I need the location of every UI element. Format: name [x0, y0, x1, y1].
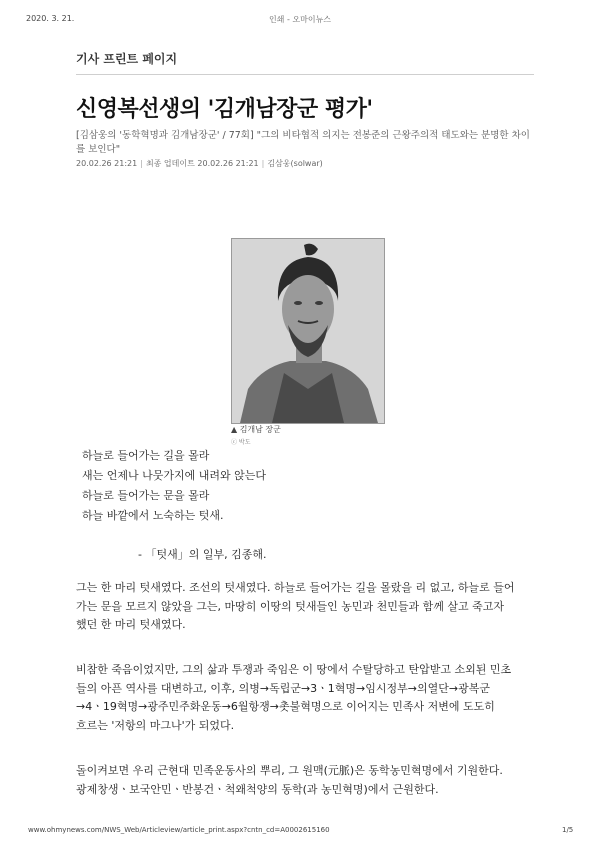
paragraph-line: 들의 아픈 역사를 대변하고, 이후, 의병→독립군→3ㆍ1혁명→임시정부→의열단→광복군 [76, 681, 490, 695]
author[interactable]: 김삼웅(solwar) [267, 159, 323, 168]
article-subtitle: [김삼웅의 '동학혁명과 김개남장군' / 77회] "그의 비타협적 의지는 전봉준의 근왕주의적 태도와는 분명한 차이를 보인다" [76, 130, 530, 155]
header-divider [76, 74, 534, 75]
article-meta [76, 158, 323, 169]
poem-line: 하늘 바깥에서 노숙하는 텃새. [82, 509, 224, 522]
paragraph-line: 돌이켜보면 우리 근현대 민족운동사의 뿌리, 그 원맥(元脈)은 동학농민혁명에서 기원한다. [76, 764, 503, 777]
body-paragraph [76, 579, 536, 635]
portrait-image [232, 239, 384, 423]
photo-caption: ▲ 김개남 장군 [231, 425, 281, 434]
published-time: 20.02.26 21:21 [76, 159, 138, 168]
paragraph-line: 비참한 죽음이었지만, 그의 삶과 투쟁과 죽임은 이 땅에서 수탈당하고 탄압받고 소외된 민초 [76, 663, 512, 676]
updated-time: 20.02.26 21:21 [197, 159, 259, 168]
article-photo [231, 238, 385, 424]
poem-line: 하늘로 들어가는 길을 몰라 [82, 449, 210, 462]
footer-url: www.ohmynews.com/NWS_Web/Articleview/article_print.aspx?cntn_cd=A0002615160 [28, 826, 330, 834]
paragraph-line: 했던 한 마리 텃새였다. [76, 618, 186, 631]
paragraph-line: 흐르는 '저항의 마그나'가 되었다. [76, 718, 235, 732]
body-paragraph [76, 661, 536, 735]
updated-label: 최종 업데이트 [145, 159, 195, 168]
print-date: 2020. 3. 21. [26, 14, 75, 23]
body-paragraph [76, 762, 536, 799]
poem-attribution: - 「텃새」의 일부, 김종해. [138, 548, 267, 561]
meta-separator: | [261, 159, 265, 168]
page-number: 1/5 [562, 826, 574, 834]
meta-separator: | [140, 159, 143, 168]
paragraph-line: 그는 한 마리 텃새였다. 조선의 텃새였다. 하늘로 들어가는 길을 몰랐을 리 없고, 하늘로 들어 [76, 581, 515, 594]
section-label: 기사 프린트 페이지 [76, 52, 178, 66]
poem-line: 새는 언제나 나뭇가지에 내려와 앉는다 [82, 469, 267, 482]
photo-credit: ⓒ 박도 [231, 439, 251, 446]
paragraph-line: →4ㆍ19혁명→광주민주화운동→6월항쟁→촛불혁명으로 이어지는 민족사 저변에 도도히 [76, 700, 495, 713]
article-title: 신영복선생의 '김개남장군 평가' [76, 97, 373, 122]
print-header-title: 인쇄 - 오마이뉴스 [268, 15, 332, 24]
paragraph-line: 광제창생ㆍ보국안민ㆍ반봉건ㆍ척왜척양의 동학(과 농민혁명)에서 근원한다. [76, 782, 439, 796]
paragraph-line: 가는 문을 모르지 않았을 그는, 마땅히 이땅의 텃새들인 농민과 천민들과 함께 살고 죽고자 [76, 599, 504, 613]
poem-line: 하늘로 들어가는 문을 몰라 [82, 489, 210, 502]
